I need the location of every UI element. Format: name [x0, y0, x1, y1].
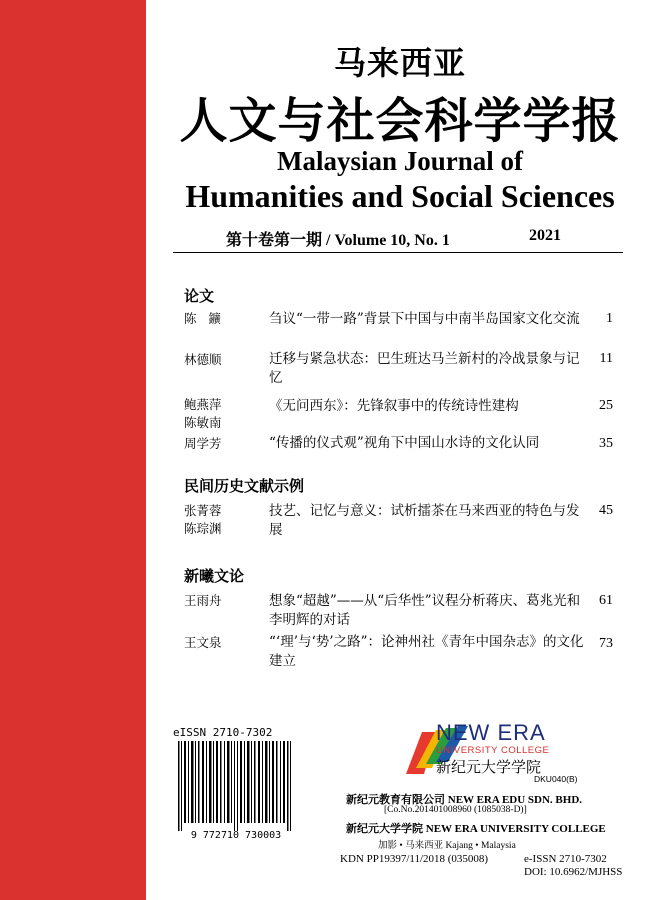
logo-subtitle-en: UNIVERSITY COLLEGE	[436, 745, 550, 756]
article-page: 1	[606, 311, 613, 326]
publisher-company-no: [Co.No.201401008960 (1085038-D)]	[384, 805, 527, 815]
title-en-line2: Humanities and Social Sciences	[185, 178, 615, 214]
logo-code: DKU040(B)	[534, 774, 578, 784]
article-author: 周学芳	[184, 436, 222, 451]
article-author: 张菁蓉 陈琮渊	[184, 503, 222, 536]
article-page: 45	[599, 503, 613, 518]
article-title[interactable]: “‘理’与‘势’之路”：论神州社《青年中国杂志》的文化建立	[269, 634, 584, 669]
title-cn-journal: 人文与社会科学学报	[179, 93, 621, 149]
article-page: 35	[599, 436, 613, 451]
doi: DOI: 10.6962/MJHSS	[524, 866, 623, 878]
article-page: 25	[599, 398, 613, 413]
logo-name-cn: 新纪元大学学院	[436, 758, 542, 776]
article-title[interactable]: “传播的仪式观”视角下中国山水诗的文化认同	[269, 435, 540, 451]
journal-cover	[146, 0, 654, 900]
barcode-eissn-label: eISSN 2710-7302	[173, 726, 273, 739]
article-page: 61	[599, 593, 613, 608]
publisher-college: 新纪元大学学院 NEW ERA UNIVERSITY COLLEGE	[346, 823, 606, 835]
barcode-icon	[176, 727, 296, 842]
title-cn-country: 马来西亚	[333, 44, 466, 82]
article-title[interactable]: 《无问西东》：先锋叙事中的传统诗性建构	[269, 398, 519, 414]
logo-name-en: NEW ERA	[436, 720, 546, 745]
article-title[interactable]: 迁移与紧急状态：巴生班达马兰新村的冷战景象与记忆	[269, 351, 580, 386]
article-author: 王文泉	[184, 635, 222, 650]
section-heading-new-dawn: 新曦文论	[184, 567, 245, 585]
article-page: 73	[599, 636, 613, 651]
title-en-line1: Malaysian Journal of	[276, 146, 524, 176]
article-author: 鲍燕萍 陈敏南	[184, 397, 222, 430]
kdn-number: KDN PP19397/11/2018 (035008)	[340, 853, 489, 865]
article-author: 王雨舟	[184, 593, 222, 608]
article-title[interactable]: 刍议“一带一路”背景下中国与中南半岛国家文化交流	[269, 311, 580, 327]
article-title[interactable]: 想象“超越”——从“后华性”议程分析蒋庆、葛兆光和李明辉的对话	[269, 593, 581, 628]
publication-year: 2021	[529, 227, 561, 244]
barcode-digits: 9 772710 730003	[190, 830, 282, 841]
article-author: 陈 鑛	[184, 311, 221, 326]
article-title[interactable]: 技艺、记忆与意义：试析擂茶在马来西亚的特色与发展	[269, 503, 580, 538]
section-heading-folk-documents: 民间历史文献示例	[184, 477, 305, 495]
publisher-location: 加影 • 马来西亚 Kajang • Malaysia	[378, 841, 516, 851]
article-page: 11	[599, 351, 613, 366]
publisher-company: 新纪元教育有限公司 NEW ERA EDU SDN. BHD.	[346, 794, 583, 806]
eissn-number: e-ISSN 2710-7302	[524, 853, 607, 865]
article-author: 林德顺	[184, 352, 222, 367]
header-divider	[173, 252, 623, 253]
section-heading-papers: 论文	[184, 287, 215, 305]
volume-issue: 第十卷第一期 / Volume 10, No. 1	[226, 232, 450, 249]
red-side-bar	[0, 0, 146, 900]
